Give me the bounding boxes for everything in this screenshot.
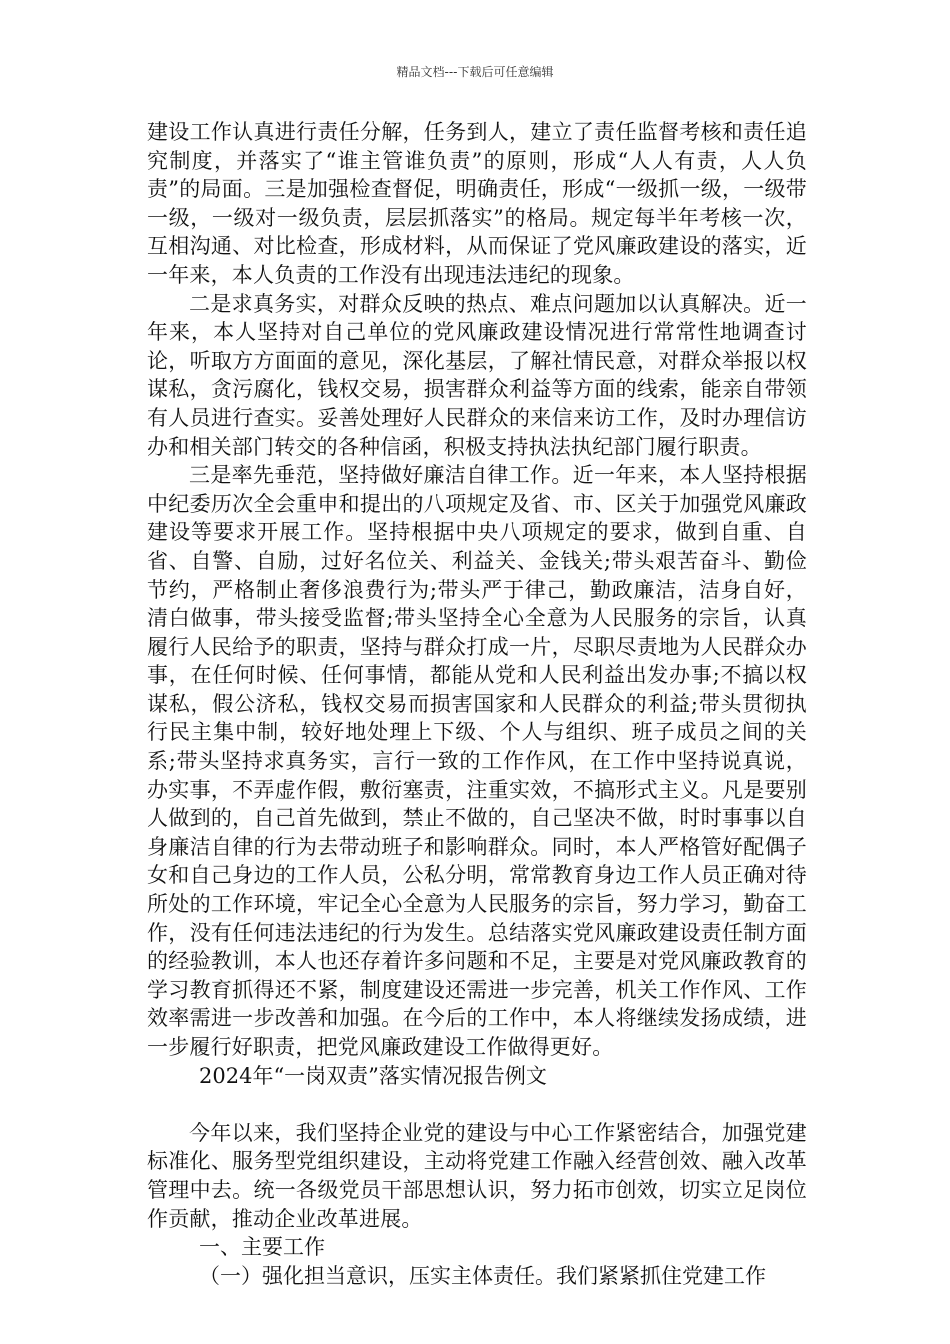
report-title: 2024年“一岗双责”落实情况报告例文 [199, 1063, 547, 1088]
section-heading-main-work: 一、主要工作 [199, 1235, 325, 1260]
blank-line [147, 1090, 807, 1119]
document-body [147, 118, 807, 1290]
paragraph-self-discipline: 三是率先垂范，坚持做好廉洁自律工作。近一年来，本人坚持根据中纪委历次全会重申和提出的八项规定及省、市、区关于加强党风廉政建设等要求开展工作。坚持根据中央八项规定的要求，做到自重、自省、自警、自励，过好名位关、利益关、金钱关;带头艰苦奋斗、勤俭节约，严格制止奢侈浪费行为;带头严于律己，勤政廉洁，洁身自好，清白做事，带头接受监督;带头坚持全心全意为人民服务的宗旨，认真履行人民给予的职责，坚持与群众打成一片，尽职尽责地为人民群众办事，在任何时候、任何事情，都能从党和人民利益出发办事;不搞以权谋私，假公济私，钱权交易而损害国家和人民群众的利益;带头贯彻执行民主集中制，较好地处理上下级、个人与组织、班子成员之间的关系;带头坚持求真务实，言行一致的工作作风，在工作中坚持说真说，办实事，不弄虚作假，敷衍塞责，注重实效，不搞形式主义。凡是要别人做到的，自己首先做到，禁止不做的，自己坚决不做，时时事事以自身廉洁自律的行为去带动班子和影响群众。同时，本人严格管好配偶子女和自己身边的工作人员，公私分明，常常教育身边工作人员正确对待所处的工作环境，牢记全心全意为人民服务的宗旨，努力学习，勤奋工作，没有任何违法违纪的行为发生。总结落实党风廉政建设责任制方面的经验教训，本人也还存着许多问题和不足，主要是对党风廉政教育的学习教育抓得还不紧，制度建设还需进一步完善，机关工作作风、工作效率需进一步改善和加强。在今后的工作中，本人将继续发扬成绩，进一步履行好职责，把党风廉政建设工作做得更好。 [147, 463, 807, 1059]
subsection-heading-responsibility: （一）强化担当意识，压实主体责任。我们紧紧抓住党建工作 [199, 1263, 766, 1288]
paragraph-responsibility: 建设工作认真进行责任分解，任务到人，建立了责任监督考核和责任追究制度，并落实了“谁主管谁负责”的原则，形成“人人有责，人人负责”的局面。三是加强检查督促，明确责任，形成“一级抓一级，一级带一级，一级对一级负责，层层抓落实”的格局。规定每半年考核一次，互相沟通、对比检查，形成材料，从而保证了党风廉政建设的落实，近一年来，本人负责的工作没有出现违法违纪的现象。 [147, 120, 807, 287]
page-header: 精品文档---下载后可任意编辑 [396, 65, 554, 79]
paragraph-practical: 二是求真务实，对群众反映的热点、难点问题加以认真解决。近一年来，本人坚持对自己单位的党风廉政建设情况进行常常性地调查讨论，听取方方面面的意见，深化基层，了解社情民意，对群众举报以权谋私，贪污腐化，钱权交易，损害群众利益等方面的线索，能亲自带领有人员进行查实。妥善处理好人民群众的来信来访工作，及时办理信访办和相关部门转交的各种信函，积极支持执法执纪部门履行职责。 [147, 291, 807, 459]
paragraph-intro: 今年以来，我们坚持企业党的建设与中心工作紧密结合，加强党建标准化、服务型党组织建设，主动将党建工作融入经营创效、融入改革管理中去。统一各级党员干部思想认识，努力拓市创效，切实立足岗位作贡献，推动企业改革进展。 [147, 1120, 807, 1231]
